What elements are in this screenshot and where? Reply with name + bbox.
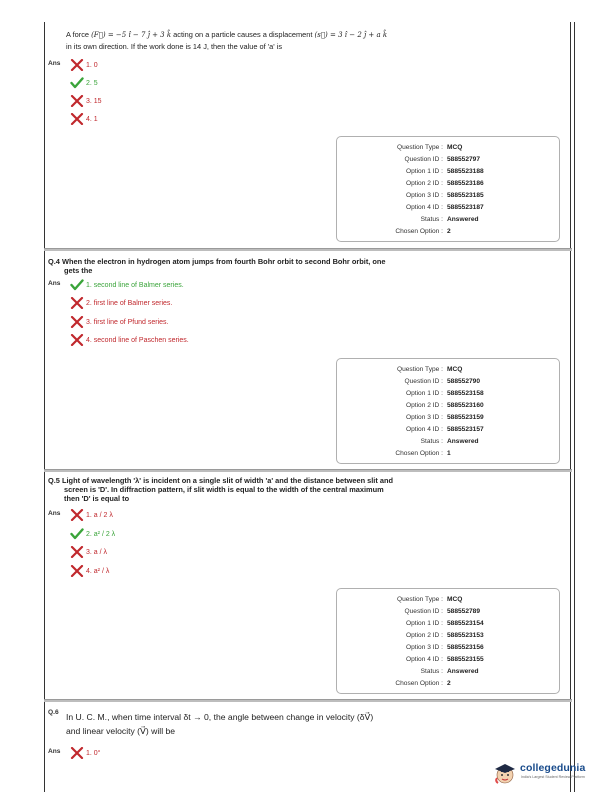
info-status: Status : Answered xyxy=(420,438,479,445)
question-5-text-line1: Q.5 Light of wavelength 'λ' is incident on a single slit of width 'a' and the distance between slit and xyxy=(48,476,394,485)
question-3-text-line2: in its own direction. If the work done is 14 J, then the value of 'a' is xyxy=(66,42,283,51)
cross-icon xyxy=(70,95,84,107)
cross-icon xyxy=(70,59,84,71)
logo-wordmark: collegedunia xyxy=(520,762,586,774)
collegedunia-logo xyxy=(492,760,604,786)
info-option4-id: Option 4 ID : 5885523157 xyxy=(405,426,484,433)
info-option2-id: Option 2 ID : 5885523153 xyxy=(405,632,484,639)
check-icon xyxy=(70,279,84,291)
info-chosen-option: Chosen Option : 2 xyxy=(395,680,451,687)
question-4-text-line1: Q.4 When the electron in hydrogen atom jumps from fourth Bohr orbit to second Bohr orbit, one xyxy=(48,257,386,266)
ans-label: Ans xyxy=(48,748,61,755)
info-option1-id: Option 1 ID : 5885523158 xyxy=(405,390,484,397)
option-3: 3. first line of Pfund series. xyxy=(70,316,168,328)
question-info-box xyxy=(336,588,560,694)
info-option3-id: Option 3 ID : 5885523159 xyxy=(405,414,484,421)
info-question-type: Question Type : MCQ xyxy=(396,366,463,373)
question-info-box xyxy=(336,136,560,242)
info-option2-id: Option 2 ID : 5885523160 xyxy=(405,402,484,409)
info-option2-id: Option 2 ID : 5885523186 xyxy=(405,180,484,187)
cross-icon xyxy=(70,747,84,759)
option-3: 3. a / λ xyxy=(70,546,107,558)
ans-label: Ans xyxy=(48,60,61,67)
option-4: 4. second line of Paschen series. xyxy=(70,334,189,346)
question-5-text-line3: then 'D' is equal to xyxy=(64,494,130,503)
option-1: 1. a / 2 λ xyxy=(70,509,113,521)
option-4: 4. a² / λ xyxy=(70,565,109,577)
info-question-id: Question ID : 588552789 xyxy=(404,608,481,615)
info-question-id: Question ID : 588552790 xyxy=(404,378,481,385)
right-border-inner xyxy=(570,22,571,792)
cross-icon xyxy=(70,316,84,328)
question-separator xyxy=(44,699,572,702)
info-option3-id: Option 3 ID : 5885523185 xyxy=(405,192,484,199)
info-question-type: Question Type : MCQ xyxy=(396,596,463,603)
option-2: 2. 5 xyxy=(70,77,98,89)
info-question-id: Question ID : 588552797 xyxy=(404,156,481,163)
info-option4-id: Option 4 ID : 5885523187 xyxy=(405,204,484,211)
question-number: Q.4 xyxy=(48,257,60,266)
logo-tagline: India's Largest Student Review Platform xyxy=(521,775,585,779)
info-status: Status : Answered xyxy=(420,216,479,223)
option-1: 1. second line of Balmer series. xyxy=(70,279,184,291)
cross-icon xyxy=(70,509,84,521)
check-icon xyxy=(70,528,84,540)
left-border xyxy=(44,22,45,792)
option-3: 3. 15 xyxy=(70,95,102,107)
question-number: Q.5 xyxy=(48,476,60,485)
question-separator xyxy=(44,469,572,472)
right-border-outer xyxy=(574,22,575,792)
option-4: 4. 1 xyxy=(70,113,98,125)
info-chosen-option: Chosen Option : 1 xyxy=(395,450,451,457)
check-icon xyxy=(70,77,84,89)
info-option1-id: Option 1 ID : 5885523154 xyxy=(405,620,484,627)
cross-icon xyxy=(70,113,84,125)
question-info-box xyxy=(336,358,560,464)
question-number: Q.6 xyxy=(48,709,59,716)
info-chosen-option: Chosen Option : 2 xyxy=(395,228,451,235)
question-3-text-line1: A force (F⃗) = −5 î − 7 ĵ + 3 k̂ acting on a particle causes a displacement (s⃗) = 3 î − 2 ĵ + a k̂ xyxy=(66,30,388,39)
info-option1-id: Option 1 ID : 5885523188 xyxy=(405,168,484,175)
ans-label: Ans xyxy=(48,510,61,517)
option-2: 2. a² / 2 λ xyxy=(70,528,115,540)
info-status: Status : Answered xyxy=(420,668,479,675)
info-option3-id: Option 3 ID : 5885523156 xyxy=(405,644,484,651)
cross-icon xyxy=(70,297,84,309)
graduate-mascot-icon xyxy=(492,760,518,786)
option-1: 1. 0 xyxy=(70,59,98,71)
info-question-type: Question Type : MCQ xyxy=(396,144,463,151)
info-option4-id: Option 4 ID : 5885523155 xyxy=(405,656,484,663)
option-1: 1. 0° xyxy=(70,747,100,759)
cross-icon xyxy=(70,565,84,577)
question-separator xyxy=(44,248,572,251)
option-2: 2. first line of Balmer series. xyxy=(70,297,172,309)
ans-label: Ans xyxy=(48,280,61,287)
question-5-text-line2: screen is 'D'. In diffraction pattern, if slit width is equal to the width of the central maximum xyxy=(64,485,384,494)
question-6-text-line1: In U. C. M., when time interval δt → 0, the angle between change in velocity (δV⃗) xyxy=(66,712,374,722)
cross-icon xyxy=(70,334,84,346)
question-6-text-line2: and linear velocity (V⃗) will be xyxy=(66,726,176,736)
cross-icon xyxy=(70,546,84,558)
question-4-text-line2: gets the xyxy=(64,266,93,275)
